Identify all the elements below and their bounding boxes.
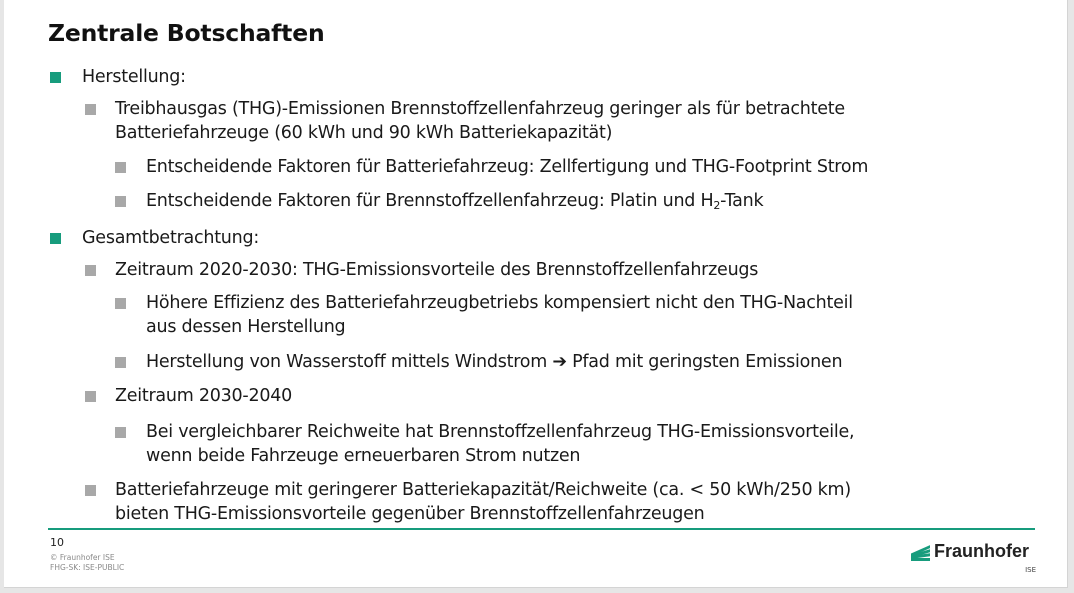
bullet-wasserstoff-windstrom: [146, 350, 842, 374]
bullet-faktoren-brennstoffzellenfahrzeug: [146, 189, 763, 213]
square-bullet-icon: [50, 233, 61, 244]
square-bullet-icon: [115, 357, 126, 368]
classification-text: FHG-SK: ISE-PUBLIC: [50, 563, 125, 572]
logo-wordmark: Fraunhofer: [934, 541, 1030, 561]
bullet-herstellung: [82, 65, 186, 89]
bullet-text: Entscheidende Faktoren für Batteriefahrzeug: Zellfertigung und THG-Footprint Strom: [146, 157, 869, 177]
bullet-zeitraum-2030-2040: [115, 384, 292, 408]
subscript-2: 2: [713, 199, 721, 212]
logo-institute: ISE: [1025, 566, 1036, 574]
bullet-batteriefahrzeuge-geringere-kapazitaet: [115, 478, 851, 526]
square-bullet-icon: [115, 298, 126, 309]
slide-title: Zentrale Botschaften: [48, 19, 325, 47]
bullet-text-main: Entscheidende Faktoren für Brennstoffzellenfahrzeug: Platin und H: [146, 191, 714, 211]
bullet-text: Zeitraum 2020-2030: THG-Emissionsvorteile des Brennstoffzellenfahrzeugs: [115, 260, 759, 280]
bullet-hoehere-effizienz: [146, 291, 853, 339]
bullet-text: Herstellung:: [82, 67, 186, 87]
square-bullet-icon: [50, 72, 61, 83]
slide: [4, 0, 1068, 588]
bullet-text-line: Bei vergleichbarer Reichweite hat Brennstoffzellenfahrzeug THG-Emissionsvorteile,: [146, 422, 855, 442]
square-bullet-icon: [85, 265, 96, 276]
square-bullet-icon: [115, 427, 126, 438]
bullet-text-tail: -Tank: [720, 191, 764, 211]
footer-divider: [48, 528, 1035, 530]
square-bullet-icon: [85, 391, 96, 402]
square-bullet-icon: [85, 485, 96, 496]
bullet-zeitraum-2020-2030: [115, 258, 758, 282]
square-bullet-icon: [115, 196, 126, 207]
page-number: 10: [50, 536, 64, 549]
bullet-text-line: Batteriefahrzeuge (60 kWh und 90 kWh Batteriekapazität): [115, 123, 613, 143]
bullet-text-line: bieten THG-Emissionsvorteile gegenüber Brennstoffzellenfahrzeugen: [115, 504, 705, 524]
square-bullet-icon: [115, 162, 126, 173]
copyright-text: © Fraunhofer ISE: [50, 553, 115, 562]
bullet-faktoren-batteriefahrzeug: [146, 155, 868, 179]
bullet-vergleichbare-reichweite: [146, 420, 854, 468]
bullet-thg-emissionen-herstellung: [115, 97, 845, 145]
bullet-text-line: Höhere Effizienz des Batteriefahrzeugbetriebs kompensiert nicht den THG-Nachteil: [146, 293, 853, 313]
fraunhofer-logo-icon: [910, 544, 931, 562]
bullet-text-line: Batteriefahrzeuge mit geringerer Batteriekapazität/Reichweite (ca. < 50 kWh/250 km): [115, 480, 851, 500]
fraunhofer-logo: [910, 541, 1036, 577]
bullet-text: [146, 189, 763, 213]
square-bullet-icon: [85, 104, 96, 115]
bullet-text-line: Treibhausgas (THG)-Emissionen Brennstoffzellenfahrzeug geringer als für betrachtete: [115, 99, 845, 119]
bullet-text: Zeitraum 2030-2040: [115, 386, 292, 406]
bullet-gesamtbetrachtung: [82, 226, 259, 250]
bullet-text-line: wenn beide Fahrzeuge erneuerbaren Strom nutzen: [146, 446, 581, 466]
bullet-text: Gesamtbetrachtung:: [82, 228, 259, 248]
bullet-text: Herstellung von Wasserstoff mittels Windstrom ➔ Pfad mit geringsten Emissionen: [146, 352, 843, 372]
bullet-text-line: aus dessen Herstellung: [146, 317, 346, 337]
